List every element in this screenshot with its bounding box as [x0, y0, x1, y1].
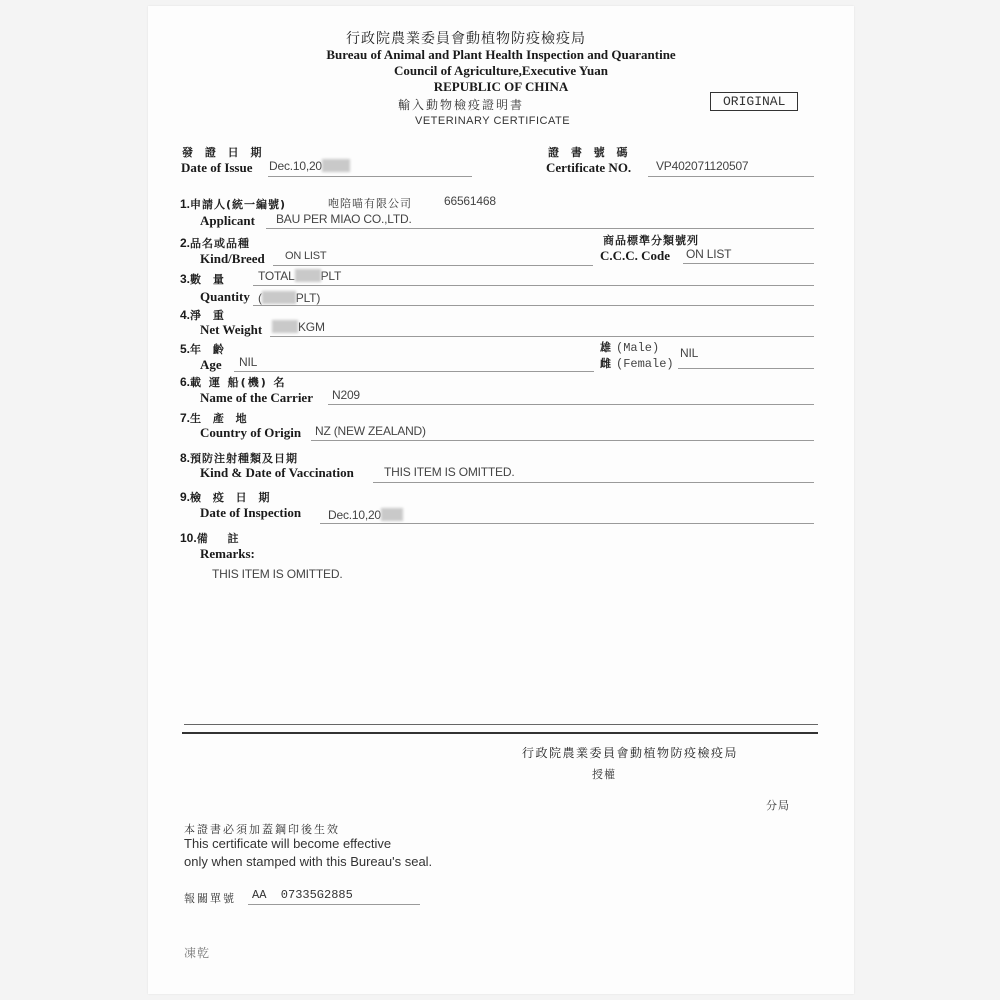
- age-value: NIL: [239, 355, 258, 369]
- applicant-label: Applicant: [200, 213, 255, 228]
- origin-label: Country of Origin: [200, 425, 302, 440]
- remarks-zh: 備 註: [196, 532, 247, 545]
- issue-date-label: Date of Issue: [181, 160, 253, 175]
- applicant-zh: 申請人(統一編號): [190, 198, 287, 211]
- inspection-date-text: Dec.10,20: [328, 508, 381, 522]
- quantity-paren-suffix: PLT): [295, 291, 321, 305]
- quantity-label: Quantity: [200, 289, 250, 304]
- item-number: 9.: [180, 490, 191, 504]
- age-zh: 年 齡: [190, 343, 228, 356]
- kind-value: ON LIST: [285, 250, 327, 262]
- carrier-label: Name of the Carrier: [200, 390, 313, 405]
- item-number: 6.: [180, 375, 191, 389]
- weight-value: [272, 320, 325, 334]
- vaccination-underline: [373, 482, 814, 483]
- vaccination-zh: 預防注射種類及日期: [190, 452, 299, 465]
- vaccination-label: Kind & Date of Vaccination: [200, 465, 354, 480]
- kind-zh: 品名或品種: [190, 237, 251, 250]
- carrier-underline: [328, 404, 814, 405]
- item-number: 7.: [180, 411, 191, 425]
- certificate-no-value: VP402071120507: [656, 159, 749, 173]
- council-name: Council of Agriculture,Executive Yuan: [393, 63, 609, 78]
- ccc-underline: [683, 263, 814, 264]
- bureau-name: Bureau of Animal and Plant Health Inspection and Quarantine: [326, 47, 676, 62]
- item-number: 5.: [180, 342, 191, 356]
- item-number: 3.: [180, 272, 191, 286]
- weight-zh: 淨 重: [190, 309, 228, 322]
- ccc-label: C.C.C. Code: [600, 248, 671, 263]
- quantity-label-zh: [180, 270, 228, 288]
- weight-underline: [270, 336, 814, 337]
- carrier-zh: 載 運 船(機) 名: [190, 376, 287, 389]
- inspection-underline: [320, 523, 814, 524]
- country-name: REPUBLIC OF CHINA: [433, 79, 569, 94]
- carrier-value: N209: [332, 388, 360, 402]
- quantity-underline: [253, 305, 814, 306]
- ccc-label-zh: 商品標準分類號列: [603, 234, 699, 247]
- certificate-title-en: VETERINARY CERTIFICATE: [415, 115, 571, 127]
- vaccination-value: THIS ITEM IS OMITTED.: [384, 465, 515, 479]
- carrier-label-zh: [180, 373, 287, 391]
- paren-open: (: [258, 291, 262, 305]
- weight-label: Net Weight: [200, 322, 263, 337]
- item-number: 2.: [180, 236, 191, 250]
- item-number: 8.: [180, 451, 191, 465]
- quantity-total-value: [258, 269, 341, 283]
- item-number: 1.: [180, 197, 191, 211]
- issue-date-underline: [268, 176, 472, 177]
- inspection-zh: 檢 疫 日 期: [190, 491, 274, 504]
- redacted-mark: [272, 320, 298, 333]
- age-underline: [234, 371, 594, 372]
- applicant-value: BAU PER MIAO CO.,LTD.: [276, 212, 412, 226]
- remarks-value: THIS ITEM IS OMITTED.: [212, 567, 343, 581]
- notice-en-line-1: This certificate will become effective: [184, 836, 392, 851]
- kind-underline: [273, 265, 593, 266]
- customs-underline: [248, 904, 420, 905]
- origin-value: NZ (NEW ZEALAND): [315, 424, 426, 438]
- inspection-label-zh: [180, 488, 274, 506]
- weight-unit: KGM: [298, 320, 325, 334]
- quantity-paren-value: [258, 291, 320, 305]
- sex-underline: [678, 368, 814, 369]
- origin-underline: [311, 440, 814, 441]
- certificate-page: [148, 6, 854, 994]
- notice-en-line-2: only when stamped with this Bureau's seal.: [184, 854, 433, 869]
- applicant-label-zh: [180, 195, 286, 213]
- issue-date-value: [269, 159, 350, 173]
- separator-thick: [182, 732, 818, 734]
- applicant-id: 66561468: [444, 194, 496, 208]
- age-label-zh: [180, 340, 228, 358]
- redacted-mark: [322, 159, 350, 172]
- certificate-title-zh: 輸入動物檢疫證明書: [398, 98, 525, 112]
- customs-value: AA 07335G2885: [252, 888, 353, 902]
- redacted-mark: [381, 508, 403, 521]
- corner-mark: 凍乾: [184, 946, 211, 960]
- certificate-no-label: Certificate NO.: [546, 160, 632, 175]
- certificate-no-label-zh: 證 書 號 碼: [548, 146, 632, 159]
- footer-branch: 分局: [766, 799, 790, 812]
- sex-value: NIL: [680, 346, 699, 360]
- inspection-label: Date of Inspection: [200, 505, 302, 520]
- footer-authorized: 授權: [592, 768, 616, 781]
- notice-zh: 本證書必須加蓋鋼印後生效: [184, 823, 340, 836]
- age-label: Age: [200, 357, 222, 372]
- quantity-prefix: TOTAL: [258, 269, 295, 283]
- female-en: (Female): [616, 357, 674, 371]
- remarks-label-zh: [180, 529, 247, 547]
- redacted-mark: [295, 269, 321, 282]
- footer-agency: 行政院農業委員會動植物防疫檢疫局: [522, 746, 739, 760]
- applicant-underline: [266, 228, 814, 229]
- remarks-label: Remarks:: [200, 546, 255, 561]
- item-number: 10.: [180, 531, 197, 545]
- inspection-value: [328, 508, 403, 522]
- issue-date-text: Dec.10,20: [269, 159, 322, 173]
- ccc-value: ON LIST: [686, 247, 732, 261]
- issue-date-label-zh: 發 證 日 期: [182, 146, 266, 159]
- quantity-suffix: PLT: [320, 269, 342, 283]
- redacted-mark: [262, 291, 296, 304]
- applicant-value-zh: 咆陪喵有限公司: [328, 197, 412, 210]
- origin-zh: 生 產 地: [190, 412, 251, 425]
- agency-title-zh: 行政院農業委員會動植物防疫檢疫局: [346, 31, 586, 47]
- female-zh: 雌: [600, 357, 612, 370]
- female-label: [600, 354, 674, 372]
- male-zh: 雄: [600, 341, 612, 354]
- kind-label: Kind/Breed: [200, 251, 265, 266]
- customs-label: 報關單號: [184, 892, 236, 905]
- quantity-top-underline: [253, 285, 814, 286]
- kind-label-zh: [180, 234, 250, 252]
- item-number: 4.: [180, 308, 191, 322]
- male-en: (Male): [616, 341, 660, 355]
- certificate-no-underline: [648, 176, 814, 177]
- quantity-zh: 數 量: [190, 273, 228, 286]
- separator-thin: [184, 724, 818, 725]
- original-stamp: ORIGINAL: [710, 92, 798, 111]
